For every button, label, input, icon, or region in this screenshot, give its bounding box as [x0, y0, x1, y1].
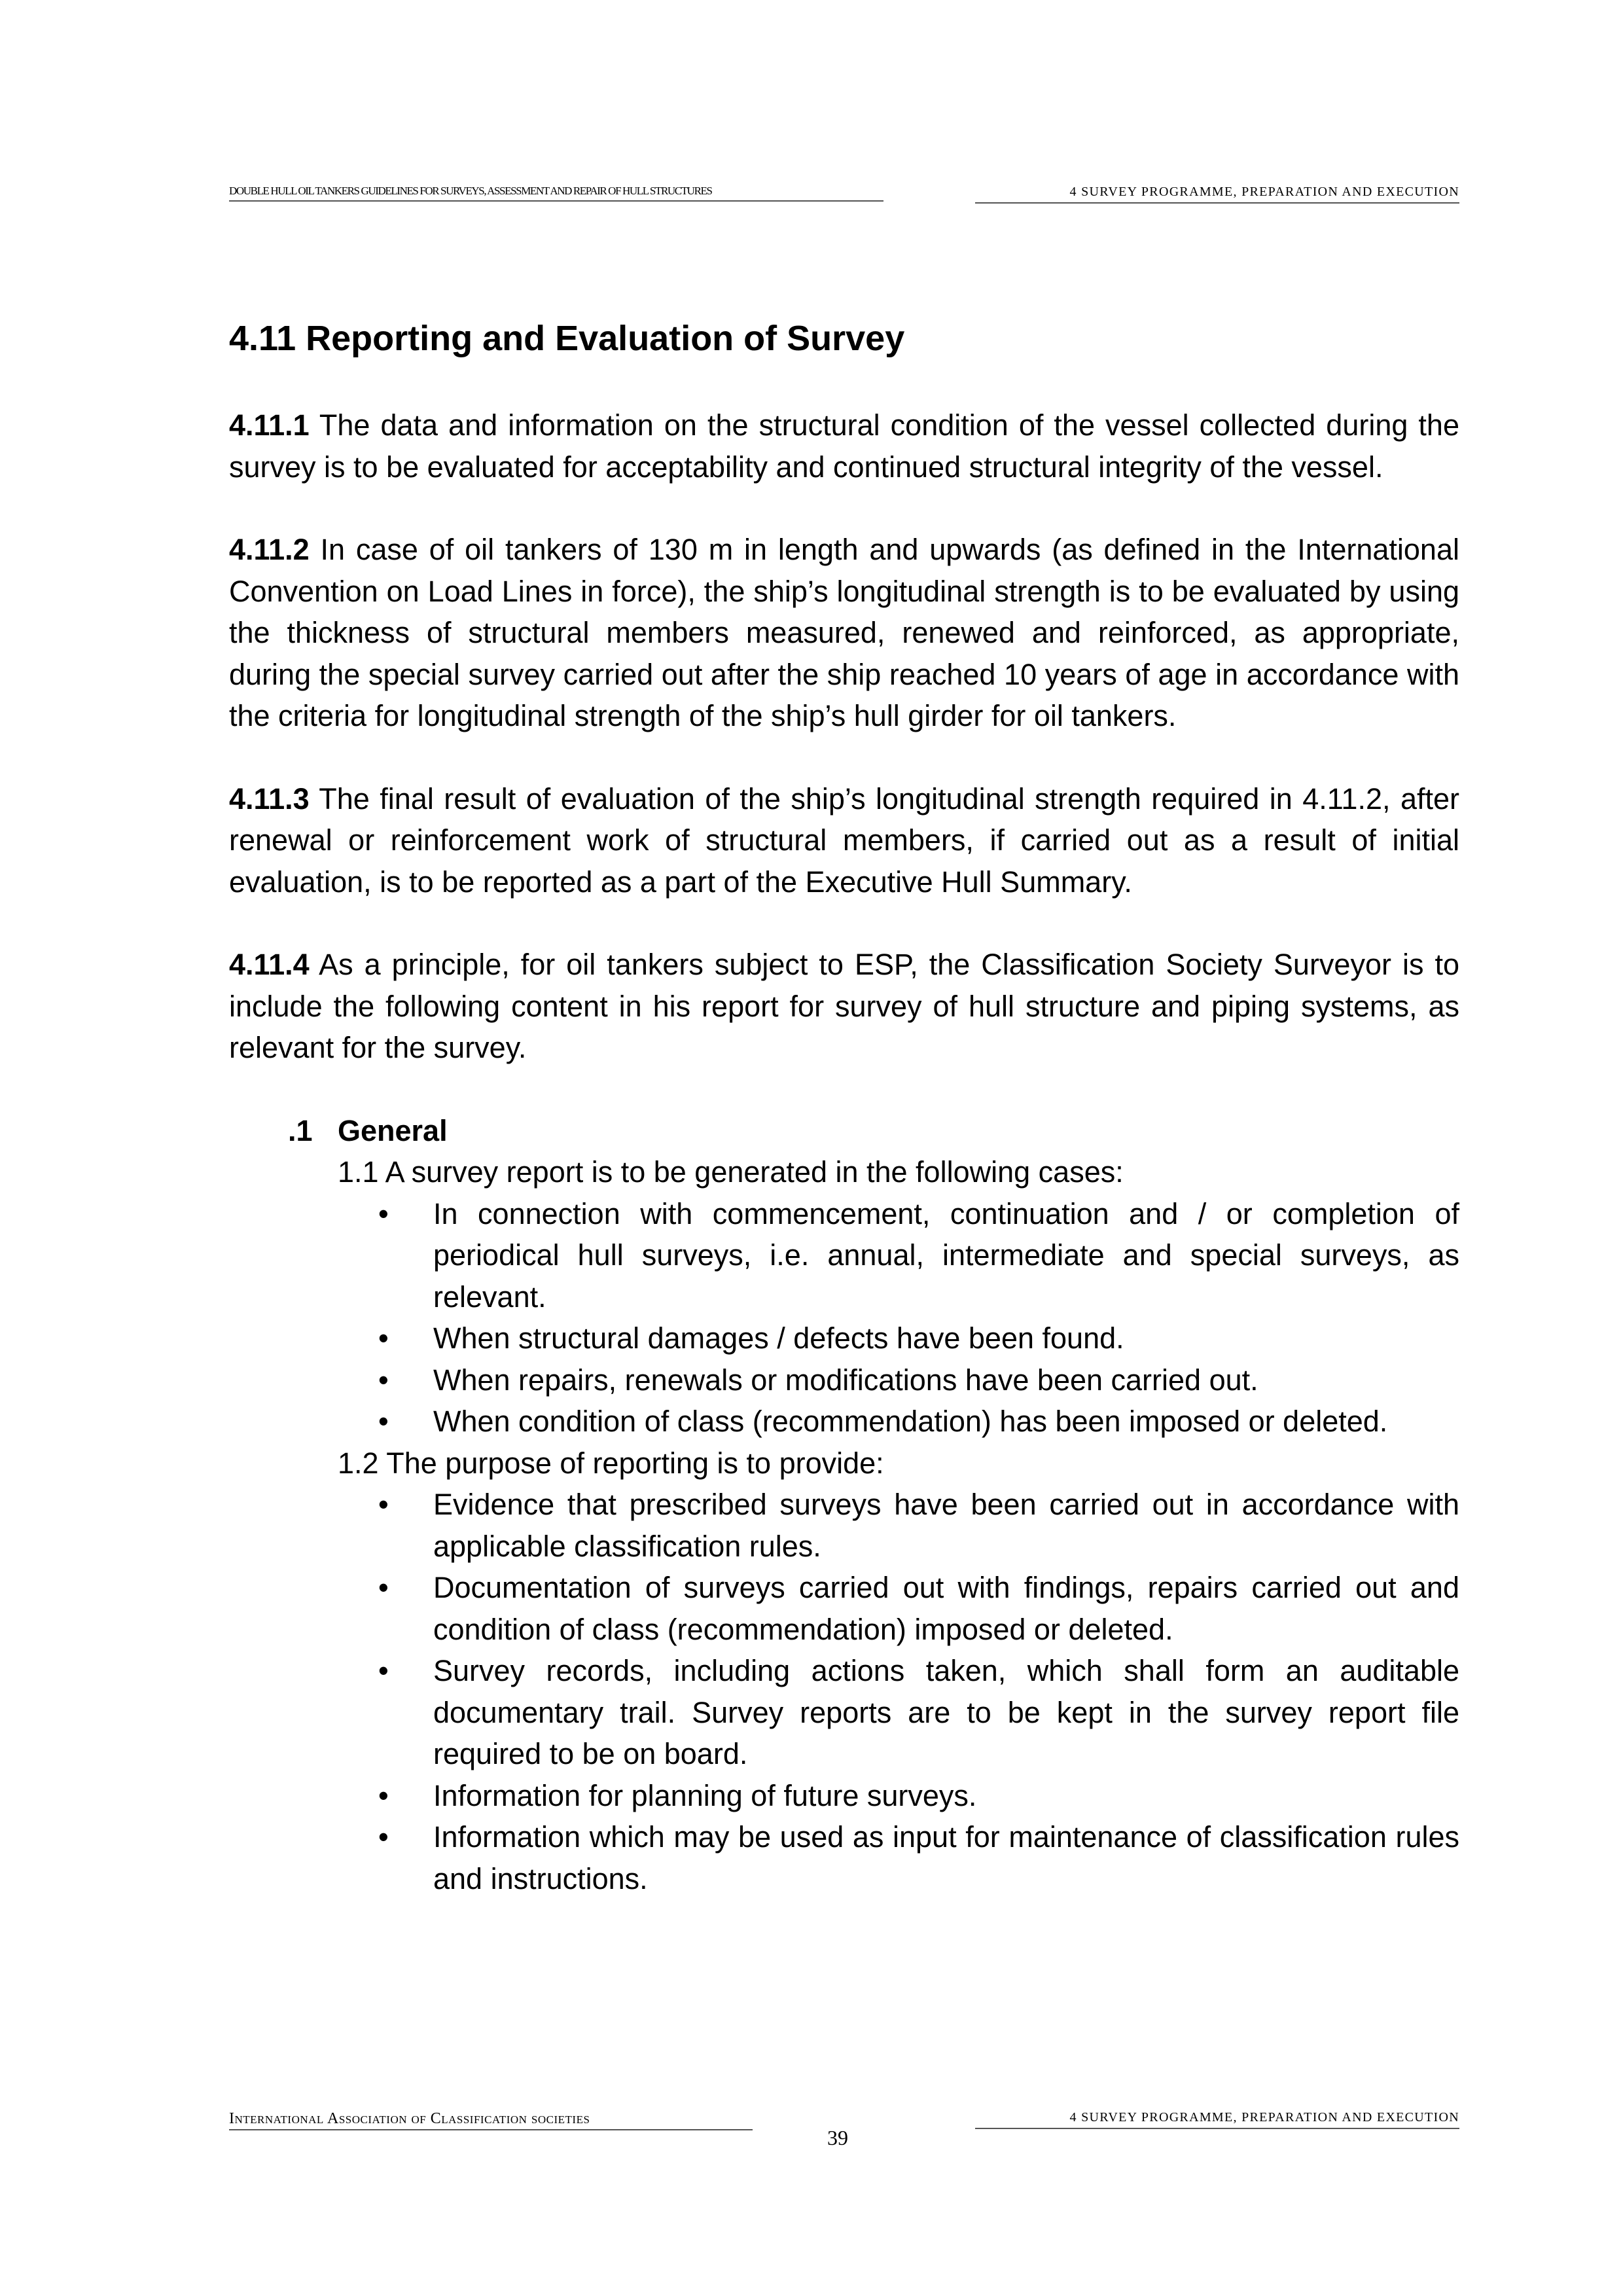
bullet-icon: • — [378, 1363, 389, 1397]
list-item-text: In connection with commencement, continuation and / or completion of periodical hull surveys, i.e. annual, intermediate and special surveys, as relevant. — [433, 1196, 1459, 1314]
item-1-1-label: 1.1 A survey report is to be generated in the following cases: — [338, 1155, 1124, 1189]
bullet-icon: • — [378, 1820, 389, 1854]
page-number: 39 — [827, 2126, 848, 2149]
bullet-icon: • — [378, 1321, 389, 1355]
list-item — [338, 1650, 1459, 1775]
bullet-icon: • — [378, 1196, 389, 1230]
paragraph-4-11-2 — [229, 529, 1459, 737]
footer-chapter-title: 4 SURVEY PROGRAMME, PREPARATION AND EXECUTION — [975, 2110, 1459, 2129]
header-chapter-title: 4 SURVEY PROGRAMME, PREPARATION AND EXECUTION — [975, 185, 1459, 204]
paragraph-4-11-3 — [229, 778, 1459, 903]
bullet-icon: • — [378, 1778, 389, 1812]
section-heading: 4.11 Reporting and Evaluation of Survey — [229, 319, 905, 358]
running-header — [229, 185, 1459, 207]
paragraph-number: 4.11.2 — [229, 533, 310, 566]
list-item-text: When condition of class (recommendation) has been imposed or deleted. — [433, 1405, 1388, 1438]
general-title: General — [338, 1113, 448, 1147]
list-item-text: Documentation of surveys carried out with findings, repairs carried out and condition of class (recommendation) imposed or deleted. — [433, 1571, 1459, 1646]
list-item-text: When structural damages / defects have been found. — [433, 1321, 1124, 1355]
paragraph-number: 4.11.4 — [229, 948, 310, 981]
paragraph-text: As a principle, for oil tankers subject to ESP, the Classification Society Surveyor is to include the following content in his report for survey of hull structure and piping systems, as relevant for the survey. — [229, 948, 1459, 1064]
paragraph-4-11-1 — [229, 404, 1459, 488]
list-item — [338, 1816, 1459, 1899]
general-subsection — [288, 1110, 1459, 1900]
list-item — [338, 1401, 1459, 1443]
header-document-title: DOUBLE HULL OIL TANKERS GUIDELINES FOR SURVEYS, ASSESSMENT AND REPAIR OF HULL STRUCTURES — [229, 185, 883, 202]
list-item-text: Information which may be used as input for maintenance of classification rules and instructions. — [433, 1820, 1459, 1895]
paragraph-number: 4.11.3 — [229, 781, 310, 816]
item-1-2-label: 1.2 The purpose of reporting is to provide: — [338, 1446, 884, 1480]
bullet-icon: • — [378, 1488, 389, 1521]
bullet-icon: • — [378, 1405, 389, 1438]
list-item-text: Information for planning of future surveys. — [433, 1778, 977, 1812]
list-item — [338, 1318, 1459, 1359]
paragraph-text: The final result of evaluation of the ship’s longitudinal strength required in 4.11.2, after renewal or reinforcement work of structural members, if carried out as a result of initial evaluation, is to be reported as a part of the Executive Hull Summary. — [229, 781, 1459, 899]
bullet-icon: • — [378, 1654, 389, 1687]
general-heading — [288, 1110, 1459, 1152]
list-item — [338, 1359, 1459, 1401]
paragraph-text: The data and information on the structural condition of the vessel collected during the survey is to be evaluated for acceptability and continued structural integrity of the vessel. — [229, 408, 1459, 484]
list-item — [338, 1484, 1459, 1567]
list-item — [338, 1567, 1459, 1650]
paragraph-number: 4.11.1 — [229, 408, 310, 442]
list-item-text: Survey records, including actions taken, which shall form an auditable documentary trail. Survey reports are to be kept in the survey report file required to be on board. — [433, 1654, 1459, 1770]
list-item-text: When repairs, renewals or modifications have been carried out. — [433, 1363, 1258, 1397]
paragraph-4-11-4 — [229, 944, 1459, 1069]
footer-organization: International Association of Classification societies — [229, 2110, 753, 2130]
list-item-text: Evidence that prescribed surveys have been carried out in accordance with applicable classification rules. — [433, 1488, 1459, 1563]
list-item — [338, 1193, 1459, 1318]
list-item — [338, 1775, 1459, 1817]
item-1-2-bullet-list — [338, 1484, 1459, 1899]
bullet-icon: • — [378, 1571, 389, 1604]
general-number: .1 — [288, 1113, 313, 1147]
page-content — [229, 314, 1459, 1899]
item-1-1-bullet-list — [338, 1193, 1459, 1443]
paragraph-text: In case of oil tankers of 130 m in length and upwards (as defined in the International Convention on Load Lines in force), the ship’s longitudinal strength is to be evaluated by using the thickness of structural members measured, renewed and reinforced, as appropriate, during the special survey carried out after the ship reached 10 years of age in accordance with the criteria for longitudinal strength of the ship’s hull girder for oil tankers. — [229, 533, 1459, 732]
